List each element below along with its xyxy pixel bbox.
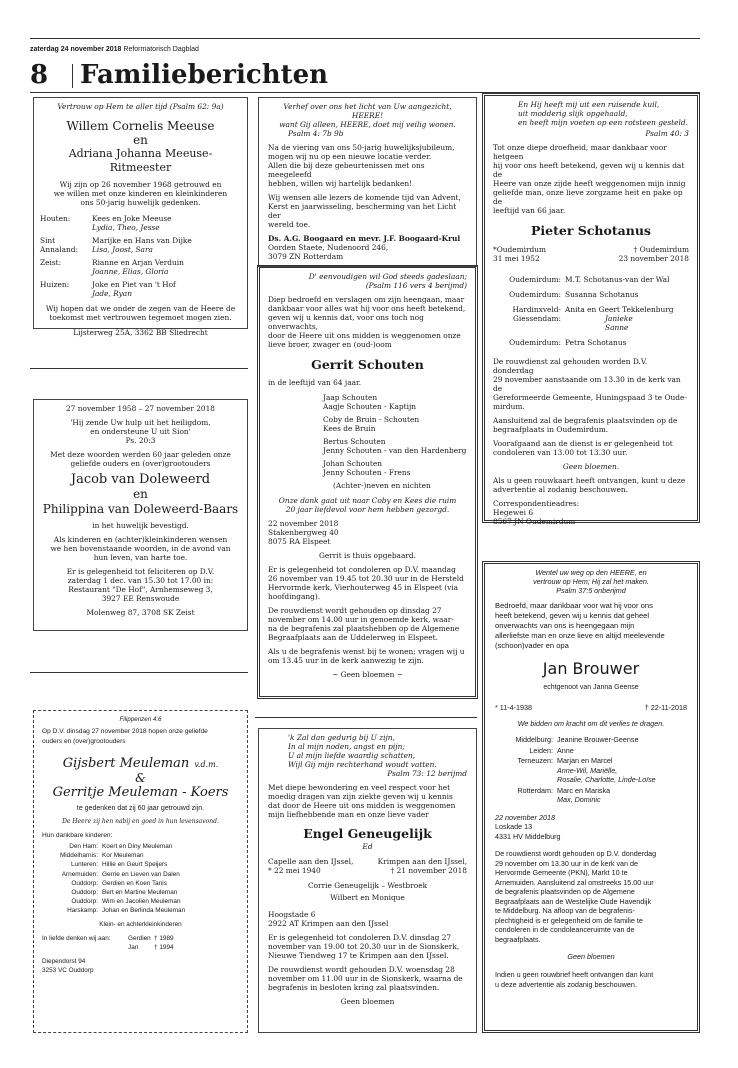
ad1-families [40,214,241,298]
ad7-verse: En Hij heeft mij uit een ruisende kuil, uit modderig slijk opgehaald, en heeft mijn voeten op een rotsteen gesteld. [518,100,688,127]
ad7-family [493,275,689,347]
ad8-prayer: We bidden om kracht om dit verlies te dragen. [517,719,665,728]
col1-rule-2 [30,672,248,673]
child-row: Harskamp: Johan en Berlinda Meuleman [67,907,186,915]
ad-meuleman [33,710,248,1033]
ad3-name1: Gijsbert Meuleman [62,756,190,771]
ad6-title: Ed [362,842,373,851]
ad6-address: Hoogstade 6 2922 AT Krimpen aan den IJssel [268,910,389,928]
ad6-dates: Capelle aan den IJssel, * 22 mei 1940 Krimpen aan den IJssel, † 21 november 2018 [268,857,467,875]
ad6-flowers: Geen bloemen [340,997,395,1006]
ad4-address: Oorden Staete, Nudenoord 246, 3079 ZN Rotterdam [268,243,389,261]
family-row: Hardinxveld-Giessendam: Anita en Geert Tekkelenburg Janieke Sanne [512,305,674,332]
child-row: Arnemuiden: Gerrie en Lieven van Dalen [61,870,180,878]
child-row: Middelharnis: Kor Meuleman [59,852,144,860]
family-row: Oudemirdum: Susanna Schotanus [509,290,639,299]
ad1-address: Lijsterweg 25A, 3362 BB Sliedrecht [73,328,208,337]
child-row: Den Ham: Koert en Diny Meuleman [69,843,173,850]
ad6-verse: 'k Zal dan gedurig bij U zijn, In al mijn noden, angst en pijn; U al mijn liefde waardig schatten, Wijl Gij mijn rechterhand woudt vatten. [288,733,437,769]
ad4-body: Na de viering van ons 50-jarig huwelijksjubileum, mogen wij nu op een nieuwe locatie verder. Allen die bij deze gebeurtenissen met ons meegeleefd hebben, willen wij hartelijk bedanken! [268,143,455,188]
family-row: Oudemirdum: Petra Schotanus [509,338,627,347]
family-row: Middelburg: Jeanine Brouwer-Geense [515,735,639,744]
header-paper: Reformatorisch Dagblad [123,46,199,53]
ad5-dateaddr: 22 november 2018 Stakenbergweg 40 8075 RA Elspeet [268,519,339,546]
family-row: Zeist: Rianne en Arjan Verduin Joanne, Elias, Gloria [40,258,184,276]
ad5-condolence: Er is gelegenheid tot condoleren op D.V. maandag 26 november van 19.45 tot 20.30 uur in de Hersteld Hervormde kerk, Vierhouterweg 45 in Elspeet (via hoofdingang). [268,565,464,601]
ad8-verse: Wentel uw weg op den HEERE, en vertrouw op Hem; Hij zal het maken. Psalm 37:5 onberijmd [533,568,649,595]
ad2-intro: Met deze woorden werden 60 jaar geleden onze geliefde ouders en (over)grootouders [50,450,231,468]
family-row: Rotterdam: Marc en Mariska Max, Dominic [517,785,611,804]
ad6-body: Met diepe bewondering en veel respect voor het moedig dragen van zijn ziekte geven wij u kennis dat door de Heere uit ons midden is weggenomen mijn liefhebbende man en onze lieve vader [268,783,456,819]
ad8-notice: Indien u geen rouwbrief heeft ontvangen dan kunt u deze advertentie als zodanig beschouwen. [495,970,654,989]
family-row: Sint Annaland: Marijke en Hans van Dijke Lisa, Joost, Sara [40,236,192,254]
ad7-notice: Als u geen rouwkaart heeft ontvangen, kunt u deze advertentie al zodanig beschouwen. [493,476,686,494]
ad-doleweerd [33,399,248,631]
ad7-address: Correspondentieadres: Hegewei 6 8567 JN Oudemirdum [493,499,580,526]
ad8-dateaddr: 22 november 2018 Loskade 13 4331 HV Middelburg [495,812,561,841]
ad6-condolence: Er is gelegenheid tot condoleren D.V. dinsdag 27 november van 19.00 tot 20.30 uur in de Sionskerk, Nieuwe Tiendweg 17 te Krimpen aan den IJssel. [268,933,460,960]
ad8-body: Bedroefd, maar dankbaar voor wat hij voor ons heeft betekend, geven wij u kennis dat geheel onverwachts van ons is heengegaan mijn allerliefste man en onze lieve en altijd meelevende (schoon)vader en opa [495,601,665,650]
ad6-family: Corrie Geneugelijk – Westbroek Wilbert en Monique [307,881,428,902]
ad2-name1: Jacob van Doleweerd [70,472,211,487]
ad1-intro: Wij zijn op 26 november 1968 getrouwd en we willen met onze kinderen en kleinkinderen ons 50-jarig huwelijk gedenken. [53,180,228,207]
ad5-flowers: ~ Geen bloemen ~ [332,670,403,679]
family-row: Terneuzen: Marjan en Marcel Anne-Wil, Mariëlle, Rosalie, Charlotte, Linde-Loïse [517,756,656,784]
ad5-visit: Als u de begrafenis wenst bij te wonen; vragen wij u om 13.45 uur in de kerk aanwezig te zijn. [268,647,465,665]
ad3-anniv: te gedenken dat zij 60 jaar getrouwd zijn. [76,805,205,812]
ad-brouwer [482,561,700,1033]
child-row: Lunteren: Hillie en Geurt Speijers [70,861,168,869]
ad-meeuse [33,97,248,337]
ad6-name: Engel Geneugelijk [303,826,432,841]
family-row: Leiden: Anne [529,745,574,755]
ad4-wish: Wij wensen alle lezers de komende tijd van Advent, Kerst en jaarwisseling, bescherming van het Licht der wereld toe. [268,193,461,229]
ad6-funeral: De rouwdienst wordt gehouden D.V. woensdag 28 november om 11.00 uur in de Sionskerk, waarna de begrafenis in besloten kring zal plaatsvinden. [268,965,463,992]
ad3-name2: Gerritje Meuleman - Koers [52,785,229,800]
ad-boogaard [258,97,477,267]
family-row: Huizen: Joke en Piet van 't Hof Jade, Ryan [40,280,176,298]
col1-rule-1 [30,368,248,369]
ad8-spouse: echtgenoot van Janna Geense [543,684,639,691]
ad5-body: Diep bedroefd en verslagen om zijn heengaan, maar dankbaar voor alles wat hij voor ons heeft betekend, geven wij u kennis dat, voor ons toch nog onverwachts, door de Heere uit ons midden is weggenomen onze lieve broer, zwager en (oud-)oom [268,295,466,349]
ad8-family [495,735,687,805]
ad3-name1-suffix: v.d.m. [194,760,219,769]
ad7-flowers: Geen bloemen. [562,462,620,471]
ad3-memory: In liefde denken wij aan: Gerdien † 1989 Jan † 1994 [42,934,174,951]
ad1-motto: Vertrouw op Hem te aller tijd (Psalm 62: 9a) [57,102,224,111]
family-row: Houten: Kees en Joke Meeuse Lydia, Theo, Jesse [40,214,172,232]
col2-rule [255,717,477,718]
ad2-address: Molenweg 87, 3708 SK Zeist [86,608,195,617]
ad5-funeral: De rouwdienst wordt gehouden op dinsdag 27 november om 14.00 uur in genoemde kerk, waar- na de begrafenis zal plaatshebben op de Algemene Begraafplaats aan de Uddelerweg in Elspeet. [268,606,460,642]
ad8-flowers: Geen bloemen [567,952,615,961]
ad3-verse-ref: Filippenzen 4:6 [119,716,162,723]
ad8-dates: * 11-4-1938 † 22-11-2018 [495,703,687,712]
ad3-note: De Heere zij hen nabij en goed in hun levensavond. [62,818,219,825]
ad4-signers: Ds. A.G. Boogaard en mevr. J.F. Boogaard-Krul [268,234,461,243]
ad3-amp: & [135,771,146,785]
ad2-name2: Philippina van Doleweerd-Baars [42,502,239,516]
ad5-age: in de leeftijd van 64 jaar. [268,378,362,387]
ad2-confirmed: in het huwelijk bevestigd. [92,521,189,530]
ad-geneugelijk [258,728,477,1033]
ad2-reception: Er is gelegenheid tot feliciteren op D.V. zaterdag 1 dec. van 15.30 tot 17.00 in: Restaurant "De Hof", Arnhemseweg 3, 3927 EE Renswoude [66,567,215,603]
header-date: zaterdag 24 november 2018 [30,46,122,53]
ad5-verse: D' eenvoudigen wil God steeds gadeslaan; (Psalm 116 vers 4 berijmd) [308,272,467,290]
ad4-verse-ref: Psalm 4: 7b 9b [288,129,344,138]
ad3-grandkids: Klein- en achterkleinkinderen [99,920,182,928]
ad7-body: Tot onze diepe droefheid, maar dankbaar voor hetgeen hij voor ons heeft betekend, geven wij u kennis dat de Heere van onze zijde heeft weggenomen mijn innig geliefde man, onze lieve zorgzame heit en pake op de leeftijd van 66 jaar. [493,143,686,215]
ad2-dates: 27 november 1958 – 27 november 2018 [65,404,216,413]
ad2-thanks: Als kinderen en (achter)kleinkinderen wensen we hen bovenstaande woorden, in de avond van hun leven, van harte toe. [50,535,231,562]
ad3-name1-line [42,752,239,771]
ad7-verse-ref: Psalm 40: 3 [645,129,689,138]
ad4-verse: Verhef over ons het licht van Uw aangezicht, HEERE! want Gij alleen, HEERE, doet mij veilig wonen. [279,102,456,129]
child-row: Ouddorp: Gerdien en Koen Tanis [71,879,167,887]
page-title: Familieberichten [80,60,329,90]
ad3-address: Diependorst 94 3253 VC Ouddorp [42,957,94,974]
header-top-rule [30,38,700,39]
family-row: Oudemirdum: M.T. Schotanus-van der Wal [509,275,670,284]
ad6-verse-ref: Psalm 73: 12 berijmd [387,769,467,778]
header-divider [72,64,73,88]
ad-schotanus [482,93,700,526]
ad2-verse: 'Hij zende Uw hulp uit het heiligdom, en ondersteune U uit Sion' Ps. 20:3 [70,418,211,445]
ad7-dates: *Oudemirdum 31 mei 1952 † Oudemirdum 23 november 2018 [493,245,689,263]
ad2-en: en [133,487,148,501]
ad5-family: Jaap Schouten Aagje Schouten - Kaptijn Coby de Bruin - Schouten Kees de Bruin Bertus Schouten Jenny Schouten - van den Hardenberg Johan Schouten Jenny Schouten - Frens (Achter-)neven en nichten [323,393,467,490]
ad5-home: Gerrit is thuis opgebaard. [319,551,416,560]
child-row: Ouddorp: Bert en Martine Meuleman [71,889,178,897]
ad1-en: en [133,133,148,147]
ad3-intro: Op D.V. dinsdag 27 november 2018 hopen onze geliefde ouders en (over)grootouders [42,728,208,745]
ad8-funeral: De rouwdienst wordt gehouden op D.V. donderdag 29 november om 13.30 uur in de kerk van de Hervormde Gemeente (PKN), Markt 10 te Arnemuiden. Aansluitend zal omstreeks 15.00 uur de begrafenis plaatsvinden op de Algemene Begraafplaats aan de Westelijke Oude Havendijk te Middelburg. Na afloop van de begrafenis- plechtigheid is er gelegenheid om de familie te condoleren in de condoleanceruimte van de begraafplaats. [495,849,657,944]
ad7-funeral: De rouwdienst zal gehouden worden D.V. donderdag 29 november aanstaande om 13.30 in de kerk van de Gereformeerde Gemeente, Huningspaad 3 te Oude- mirdum. [493,357,687,411]
header-dateline [30,45,199,54]
ad5-name: Gerrit Schouten [311,357,424,372]
ad3-children-label: Hun dankbare kinderen: [42,832,113,839]
ad1-closing: Wij hopen dat we onder de zegen van de Heere de toekomst met vertrouwen tegemoet mogen zien. [45,304,236,322]
ad1-name1: Willem Cornelis Meeuse [66,119,215,133]
ad8-name: Jan Brouwer [542,659,640,678]
ad7-burial: Aansluitend zal de begrafenis plaatsvinden op de begraafplaats in Oudemirdum. [493,416,678,434]
ad7-condolence: Voorafgaand aan de dienst is er gelegenheid tot condoleren van 13.00 tot 13.30 uur. [493,439,673,457]
page-number: 8 [30,60,49,90]
ad1-name2: Adriana Johanna Meeuse-Ritmeester [68,147,213,174]
ad7-name: Pieter Schotanus [531,223,651,238]
ad3-children [42,842,239,916]
child-row: Ouddorp: Wim en Jacolien Meuleman [71,898,181,906]
ad-schouten [257,265,478,699]
ad5-thanks: Onze dank gaat uit naar Coby en Kees die ruim 20 jaar liefdevol voor hem hebben gezorgd. [278,496,457,514]
